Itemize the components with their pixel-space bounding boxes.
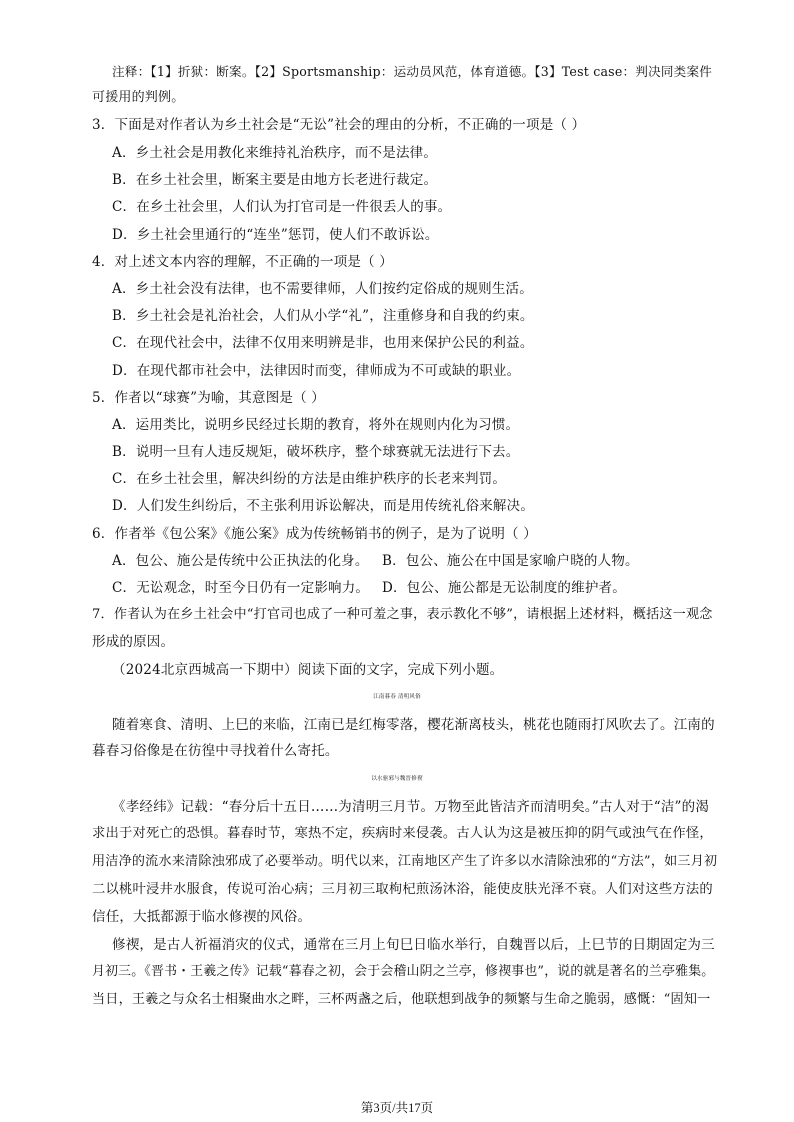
question-5-option-d: D．人们发生纠纷后，不主张利用诉讼解决，而是用传统礼俗来解决。 bbox=[112, 498, 535, 514]
reading-p2-line-5: 信任，大抵都源于临水修禊的风俗。 bbox=[92, 909, 312, 925]
reading-p3-line-1: 修禊，是古人祈福消灾的仪式，通常在三月上旬巳日临水举行，自魏晋以后，上巳节的日期固定为三 bbox=[112, 937, 715, 953]
reading-subtitle: 以水驱邪与魏晋修禊 bbox=[371, 776, 423, 782]
question-4-stem: 4．对上述文本内容的理解，不正确的一项是（ ） bbox=[92, 254, 393, 270]
question-6-option-b: B．包公、施公在中国是家喻户晓的人物。 bbox=[382, 553, 639, 569]
reading-p1-line-2: 暮春习俗像是在彷徨中寻找着什么寄托。 bbox=[92, 743, 339, 759]
question-6-option-c: C．无讼观念，时至今日仍有一定影响力。 bbox=[112, 580, 370, 596]
question-6-option-a: A．包公、施公是传统中公正执法的化身。 bbox=[112, 553, 369, 569]
question-5-option-a: A．运用类比，说明乡民经过长期的教育，将外在规则内化为习惯。 bbox=[112, 417, 520, 433]
question-3-option-a: A．乡土社会是用教化来维持礼治秩序，而不是法律。 bbox=[112, 145, 438, 161]
question-5-option-c: C．在乡土社会里，解决纠纷的方法是由维护秩序的长老来判罚。 bbox=[112, 471, 507, 487]
question-7-line-1: 7．作者认为在乡土社会中“打官司也成了一种可羞之事，表示教化不够”，请根据上述材料，概括这一观念 bbox=[92, 607, 713, 622]
question-5-option-b: B．说明一旦有人违反规矩，破坏秩序，整个球赛就无法进行下去。 bbox=[112, 444, 520, 460]
question-4-option-d: D．在现代都市社会中，法律因时而变，律师成为不可或缺的职业。 bbox=[112, 363, 521, 379]
question-3-stem: 3．下面是对作者认为乡土社会是“无讼”社会的理由的分析，不正确的一项是（ ） bbox=[92, 117, 586, 133]
notes-line-1: 注释：【1】折狱：断案。【2】Sportsmanship：运动员风范，体育道德。【3】Test case：判决同类案件 bbox=[112, 64, 713, 79]
reading-title: 江南暮春 清明风俗 bbox=[373, 694, 421, 700]
reading-p2-line-3: 用洁净的流水来清除浊邪成了必要举动。明代以来，江南地区产生了许多以水清除浊邪的“方法”，如三月初 bbox=[92, 854, 718, 869]
question-3-option-d: D．乡土社会里通行的“连坐”惩罚，使人们不敢诉讼。 bbox=[112, 227, 439, 243]
reading-p1-line-1: 随着寒食、清明、上巳的来临，江南已是红梅零落，樱花渐离枝头，桃花也随雨打风吹去了。江南的 bbox=[112, 717, 715, 733]
reading-intro: （2024北京西城高一下期中）阅读下面的文字，完成下列小题。 bbox=[112, 662, 504, 678]
question-7-line-2: 形成的原因。 bbox=[92, 634, 175, 650]
reading-p2-line-1: 《孝经纬》记载：“春分后十五日……为清明三月节。万物至此皆洁齐而清明矣。”古人对于“洁”的渴 bbox=[112, 799, 710, 815]
question-4-option-a: A．乡土社会没有法律，也不需要律师，人们按约定俗成的规则生活。 bbox=[112, 281, 533, 297]
question-3-option-c: C．在乡土社会里，人们认为打官司是一件很丢人的事。 bbox=[112, 199, 452, 215]
question-6-stem: 6．作者举《包公案》《施公案》成为传统畅销书的例子，是为了说明（ ） bbox=[92, 526, 537, 542]
reading-p3-line-2: 月初三。《晋书・王羲之传》记载“暮春之初，会于会稽山阴之兰亭，修禊事也”，说的就是著名的兰亭雅集。 bbox=[92, 964, 715, 979]
notes-line-2: 可援用的判例。 bbox=[92, 90, 185, 105]
question-5-stem: 5．作者以“球赛”为喻，其意图是（ ） bbox=[92, 390, 325, 406]
reading-p2-line-4: 二以桃叶浸井水服食，传说可治心病；三月初三取枸杞煎汤沐浴，能使皮肤光泽不衰。人们对这些方法的 bbox=[92, 882, 713, 897]
reading-p3-line-3: 当日，王羲之与众名士相聚曲水之畔，三杯两盏之后，他联想到战争的频繁与生命之脆弱，感慨：“固知一 bbox=[92, 992, 711, 1007]
question-4-option-b: B．乡土社会是礼治社会，人们从小学“礼”，注重修身和自我的约束。 bbox=[112, 308, 534, 324]
page-number-footer: 第3页/共17页 bbox=[360, 1101, 434, 1115]
reading-p2-line-2: 求出于对死亡的恐惧。暮春时节，寒热不定，疾病时来侵袭。古人认为这是被压抑的阴气或浊气在作怪， bbox=[92, 826, 713, 841]
question-6-option-d: D．包公、施公都是无讼制度的维护者。 bbox=[382, 580, 626, 596]
question-3-option-b: B．在乡土社会里，断案主要是由地方长老进行裁定。 bbox=[112, 172, 438, 188]
question-4-option-c: C．在现代社会中，法律不仅用来明辨是非，也用来保护公民的利益。 bbox=[112, 335, 534, 351]
